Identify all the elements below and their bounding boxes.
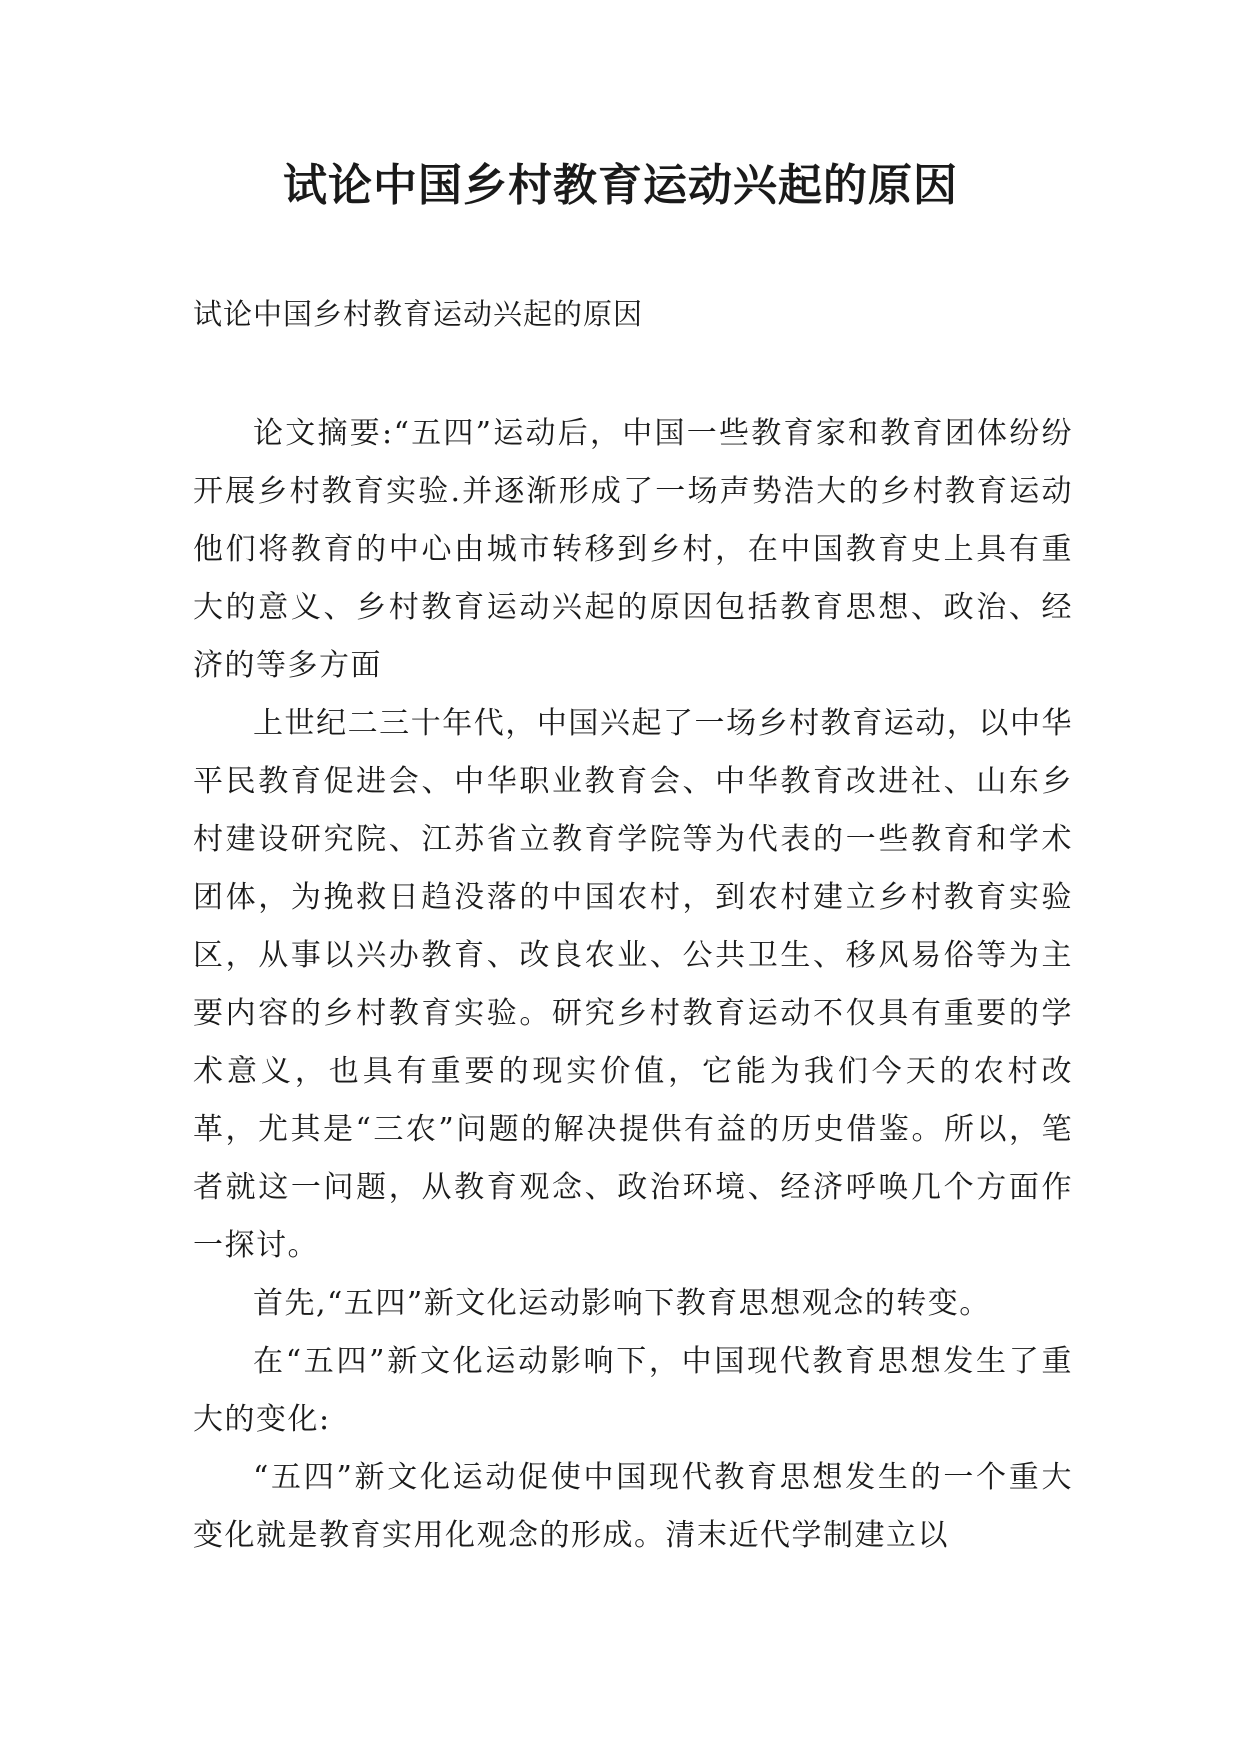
paragraph-introduction: 上世纪二三十年代，中国兴起了一场乡村教育运动，以中华平民教育促进会、中华职业教育会、中华教育改进社、山东乡村建设研究院、江苏省立教育学院等为代表的一些教育和学术团体，为挽救日趋没落的中国农村，到农村建立乡村教育实验区，从事以兴办教育、改良农业、公共卫生、移风易俗等为主要内容的乡村教育实验。研究乡村教育运动不仅具有重要的学术意义，也具有重要的现实价值，它能为我们今天的农村改革，尤其是“三农”问题的解决提供有益的历史借鉴。所以，笔者就这一问题，从教育观念、政治环境、经济呼唤几个方面作一探讨。 [193,706,1073,1263]
document-subtitle: 试论中国乡村教育运动兴起的原因 [193,297,644,331]
paragraph-section-heading: 首先,“五四”新文化运动影响下教育思想观念的转变。 [253,1286,991,1321]
document-body [193,405,1073,1565]
paragraph-practical-education: “五四”新文化运动促使中国现代教育思想发生的一个重大变化就是教育实用化观念的形成。清末近代学制建立以 [193,1460,1073,1553]
paragraph-abstract: 论文摘要:“五四”运动后，中国一些教育家和教育团体纷纷开展乡村教育实验.并逐渐形成了一场声势浩大的乡村教育运动他们将教育的中心由城市转移到乡村，在中国教育史上具有重大的意义、乡村教育运动兴起的原因包括教育思想、政治、经济的等多方面 [193,416,1073,683]
paragraph-section-intro: 在“五四”新文化运动影响下，中国现代教育思想发生了重大的变化: [193,1344,1073,1437]
document-title: 试论中国乡村教育运动兴起的原因 [283,160,958,211]
